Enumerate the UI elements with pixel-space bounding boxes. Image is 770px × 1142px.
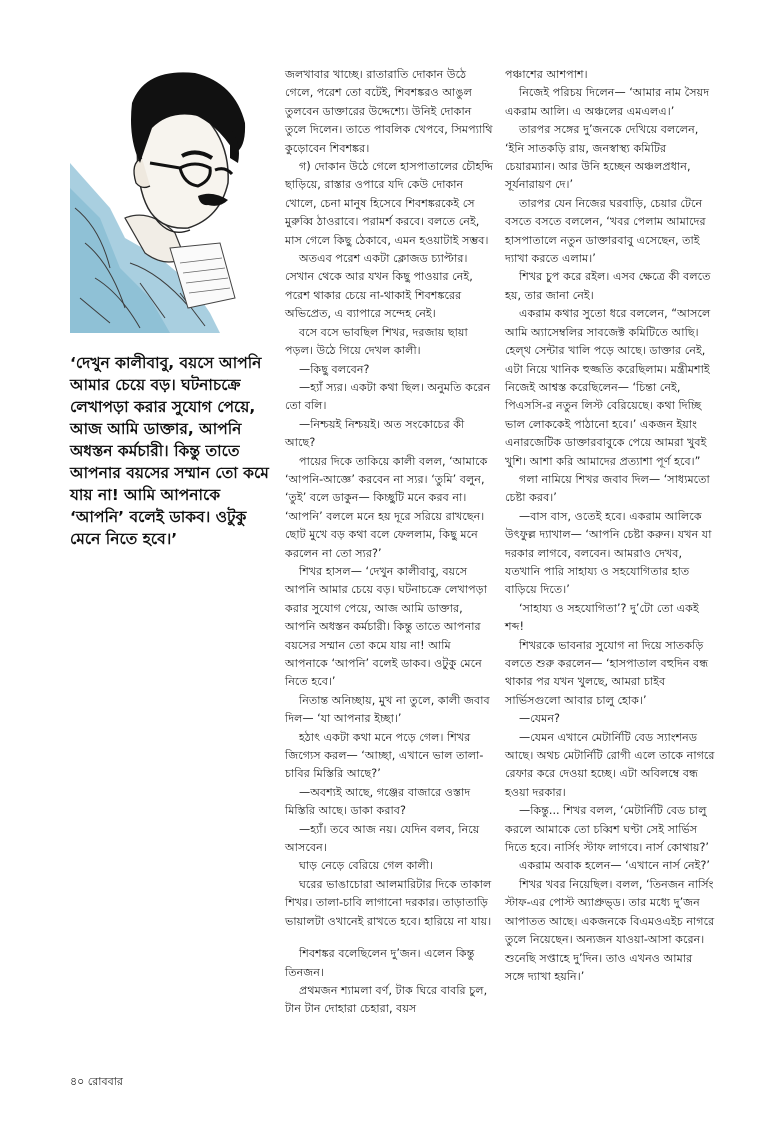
paragraph: তারপর যেন নিজের ঘরবাড়ি, চেয়ার টেনে বসতে বসতে বললেন, ‘খবর পেলাম আমাদের হাসপাতালে নতুন ডাক্তারবাবু এসেছেন, তাই দ্যাখা করতে এলাম।’	[505, 196, 706, 266]
paragraph: —হ্যাঁ। তবে আজ নয়। যেদিন বলব, নিয়ে আসবেন।	[285, 822, 480, 855]
paragraph: বসে বসে ভাবছিল শিখর, দরজায় ছায়া পড়ল। উঠে গিয়ে দেখল কালী।	[285, 325, 468, 358]
paragraph: নিতান্ত অনিচ্ছায়, মুখ না তুলে, কালী জবাব দিল— ‘যা আপনার ইচ্ছা।’	[285, 693, 490, 726]
paragraph: ঘাড় নেড়ে বেরিয়ে গেল কালী।	[299, 859, 434, 873]
paragraph: —বাস বাস, ওতেই হবে। একরাম আলিকে উৎফুল্ল দ্যাখাল— ‘আপনি চেষ্টা করুন। যখন যা দরকার লাগবে, বলবেন। আমরাও দেখব, যতখানি পারি সাহায্য ও সহযোগিতার হাত বাড়িয়ে দিতে।’	[505, 509, 712, 597]
paragraph: পঞ্চাশের আশপাশ।	[505, 68, 588, 81]
paragraph: গ) দোকান উঠে গেলে হাসপাতালের চৌহদ্দি ছাড়িয়ে, রাস্তার ওপারে যদি কেউ দোকান খোলে, চেনা মানুষ হিসেবে শিবশঙ্করকেই সে মুরুব্বি ঠাওরাবে। পরামর্শ করবে। বলতে নেই, মাস গেলে কিছু ঠেকাবে, এমন হওয়াটাই সম্ভব।	[285, 160, 493, 247]
paragraph: —যেমন এখানে মেটার্নিটি বেড স্যাংশনড আছে। অথচ মেটার্নিটি রোগী এলে তাকে নাগরে রেফার করে দেওয়া হচ্ছে। এটা অবিলম্বে বন্ধ হওয়া দরকার।	[505, 730, 715, 799]
pull-quote-text: ‘দেখুন কালীবাবু, বয়সে আপনি আমার চেয়ে বড়। ঘটনাচক্রে লেখাপড়া করার সুযোগ পেয়ে, আজ আমি ডাক্তার, আপনি অধস্তন কর্মচারী। কিন্তু তাতে আপনার বয়সের সম্মান তো কমে যায় না! আমি আপনাকে ‘আপনি’ বলেই ডাকব। ওটুকু মেনে নিতে হবে।’	[70, 354, 269, 548]
paragraph: অতএব পরেশ একটা ক্লোজড চ্যাপ্টার। সেখান থেকে আর যখন কিছু পাওয়ার নেই, পরেশ থাকার চেয়ে না-থাকাই শিবশঙ্করের অভিপ্রেত, এ ব্যাপারে সন্দেহ নেই।	[285, 252, 473, 321]
paragraph: —কিছু বলবেন?	[299, 362, 370, 376]
paragraph: প্রথমজন শ্যামলা বর্ণ, টাক ঘিরে বাবরি চুল, টান টান দোহারা চেহারা, বয়স	[285, 983, 488, 1016]
paragraph: একরাম কথার সুতো ধরে বললেন, “আসলে আমি অ্যাসেম্বলির সাবজেক্ট কমিটিতে আছি। হেল্থ সেন্টার খালি পড়ে আছে। ডাক্তার নেই, এটা নিয়ে খানিক হুজ্জতি করেছিলাম। মন্ত্রীমশাই নিজেই আশ্বস্ত করেছিলেন— ‘চিন্তা নেই, পিএসসি-র নতুন লিস্ট বেরিয়েছে। কথা দিচ্ছি ভাল লোককেই পাঠানো হবে।’ একজন ইয়াং এনারজেটিক ডাক্তারবাবুকে পেয়ে আমরা খুবই খুশি। আশা করি আমাদের প্রত্যাশা পূর্ণ হবে।”	[505, 307, 711, 468]
paragraph: শিখর চুপ করে রইল। এসব ক্ষেত্রে কী বলতে হয়, তার জানা নেই।	[505, 270, 711, 302]
paragraph: শিবশঙ্কর বলেছিলেন দু’জন। এলেন কিন্তু তিনজন।	[285, 947, 475, 979]
paragraph: শিখরকে ভাবনার সুযোগ না দিয়ে সাতকড়ি বলতে শুরু করলেন— ‘হাসপাতাল বহুদিন বন্ধ থাকার পর যখন খুলছে, আমরা চাইব সার্ভিসগুলো আবার চালু হোক।’	[505, 638, 709, 707]
paragraph: —হ্যাঁ স্যর। একটা কথা ছিল। অনুমতি করেন তো বলি।	[285, 380, 491, 413]
paragraph: —কিন্তু... শিখর বলল, ‘মেটার্নিটি বেড চালু করলে আমাকে তো চব্বিশ ঘণ্টা সেই সার্ভিস দিতে হবে। নার্সিং স্টাফ লাগবে। নার্স কোথায়?’	[505, 804, 709, 855]
article-column-2	[505, 66, 715, 986]
paragraph: গলা নামিয়ে শিখর জবাব দিল— ‘সাধ্যমতো চেষ্টা করব।’	[505, 472, 710, 505]
page-footer: ৪০ রোববার	[70, 1075, 123, 1088]
article-column-1	[285, 66, 495, 1019]
paragraph: নিজেই পরিচয় দিলেন— ‘আমার নাম সৈয়দ একরাম আলি। এ অঞ্চলের এমএলএ।’	[505, 86, 710, 118]
paragraph: শিখর খবর নিয়েছিল। বলল, ‘তিনজন নার্সিং স্টাফ-এর পোস্ট অ্যাপ্রুভ্ড। তার মধ্যে দু’জন আপাতত আছে। একজনকে বিএমওএইচ নাগরে তুলে নিয়েছেন। অন্যজন যাওয়া-আসা করেন। শুনেছি সপ্তাহে দু’দিন। তাও এখনও আমার সঙ্গে দ্যাখা হয়নি।’	[505, 877, 715, 983]
paragraph: ‘সাহায্য ও সহযোগিতা’? দু’টো তো একই শব্দ!	[505, 601, 699, 634]
paragraph: তারপর সঙ্গের দু’জনকে দেখিয়ে বললেন, ‘ইনি সাতকড়ি রায়, জনস্বাস্থ্য কমিটির চেয়ারম্যান। আর উনি হচ্ছেন অঞ্চলপ্রধান, সূর্যনারায়ণ দে।’	[505, 123, 699, 192]
sketch-illustration	[70, 68, 252, 333]
pull-quote	[70, 352, 270, 550]
paragraph: হঠাৎ একটা কথা মনে পড়ে গেল। শিখর জিগ্যেস করল— ‘আচ্ছা, এখানে ভাল তালা-চাবির মিস্তিরি আছে?’	[285, 730, 484, 781]
paragraph: —যেমন?	[519, 712, 560, 726]
paragraph: —অবশ্যই আছে, গঞ্জের বাজারে ওস্তাদ মিস্তিরি আছে। ডাকা করাব?	[285, 785, 471, 818]
paragraph: পায়ের দিকে তাকিয়ে কালী বলল, ‘আমাকে ‘আপনি-আজ্ঞে’ করবেন না স্যর। ‘তুমি’ বলুন, ‘তুই’ বলে ডাকুন— কিচ্ছুটি মনে করব না। ‘আপনি’ বললে মনে হয় দূরে সরিয়ে রাখছেন। ছোট মুখে বড় কথা বলে ফেললাম, কিছু মনে করলেন না তো স্যর?’	[285, 454, 488, 560]
paragraph: একরাম অবাক হলেন— ‘এখানে নার্স নেই?’	[519, 859, 710, 873]
paragraph: ঘরের ভাঙাচোরা আলমারিটার দিকে তাকাল শিখর। তালা-চাবি লাগানো দরকার। তাড়াতাড়ি ভায়ালটা ওখানেই রাখতে হবে। হারিয়ে না যায়।	[285, 877, 492, 928]
paragraph: জলখাবার খাচ্ছে। রাতারাতি দোকান উঠে গেলে, পরেশ তো বটেই, শিবশঙ্করও আঙুল তুলবেন ডাক্তারের উদ্দেশ্যে। উনিই দোকান তুলে দিলেন। তাতে পাবলিক খেপবে, সিমপ্যাথি কুড়োবেন শিবশঙ্কর।	[285, 68, 493, 155]
paragraph: শিখর হাসল— ‘দেখুন কালীবাবু, বয়সে আপনি আমার চেয়ে বড়। ঘটনাচক্রে লেখাপড়া করার সুযোগ পেয়ে, আজ আমি ডাক্তার, আপনি অধস্তন কর্মচারী। কিন্তু তাতে আপনার বয়সের সম্মান তো কমে যায় না! আমি আপনাকে ‘আপনি’ বলেই ডাকব। ওটুকু মেনে নিতে হবে।’	[285, 564, 487, 689]
paragraph: —নিশ্চয়ই নিশ্চয়ই। অত সংকোচের কী আছে?	[285, 417, 465, 450]
